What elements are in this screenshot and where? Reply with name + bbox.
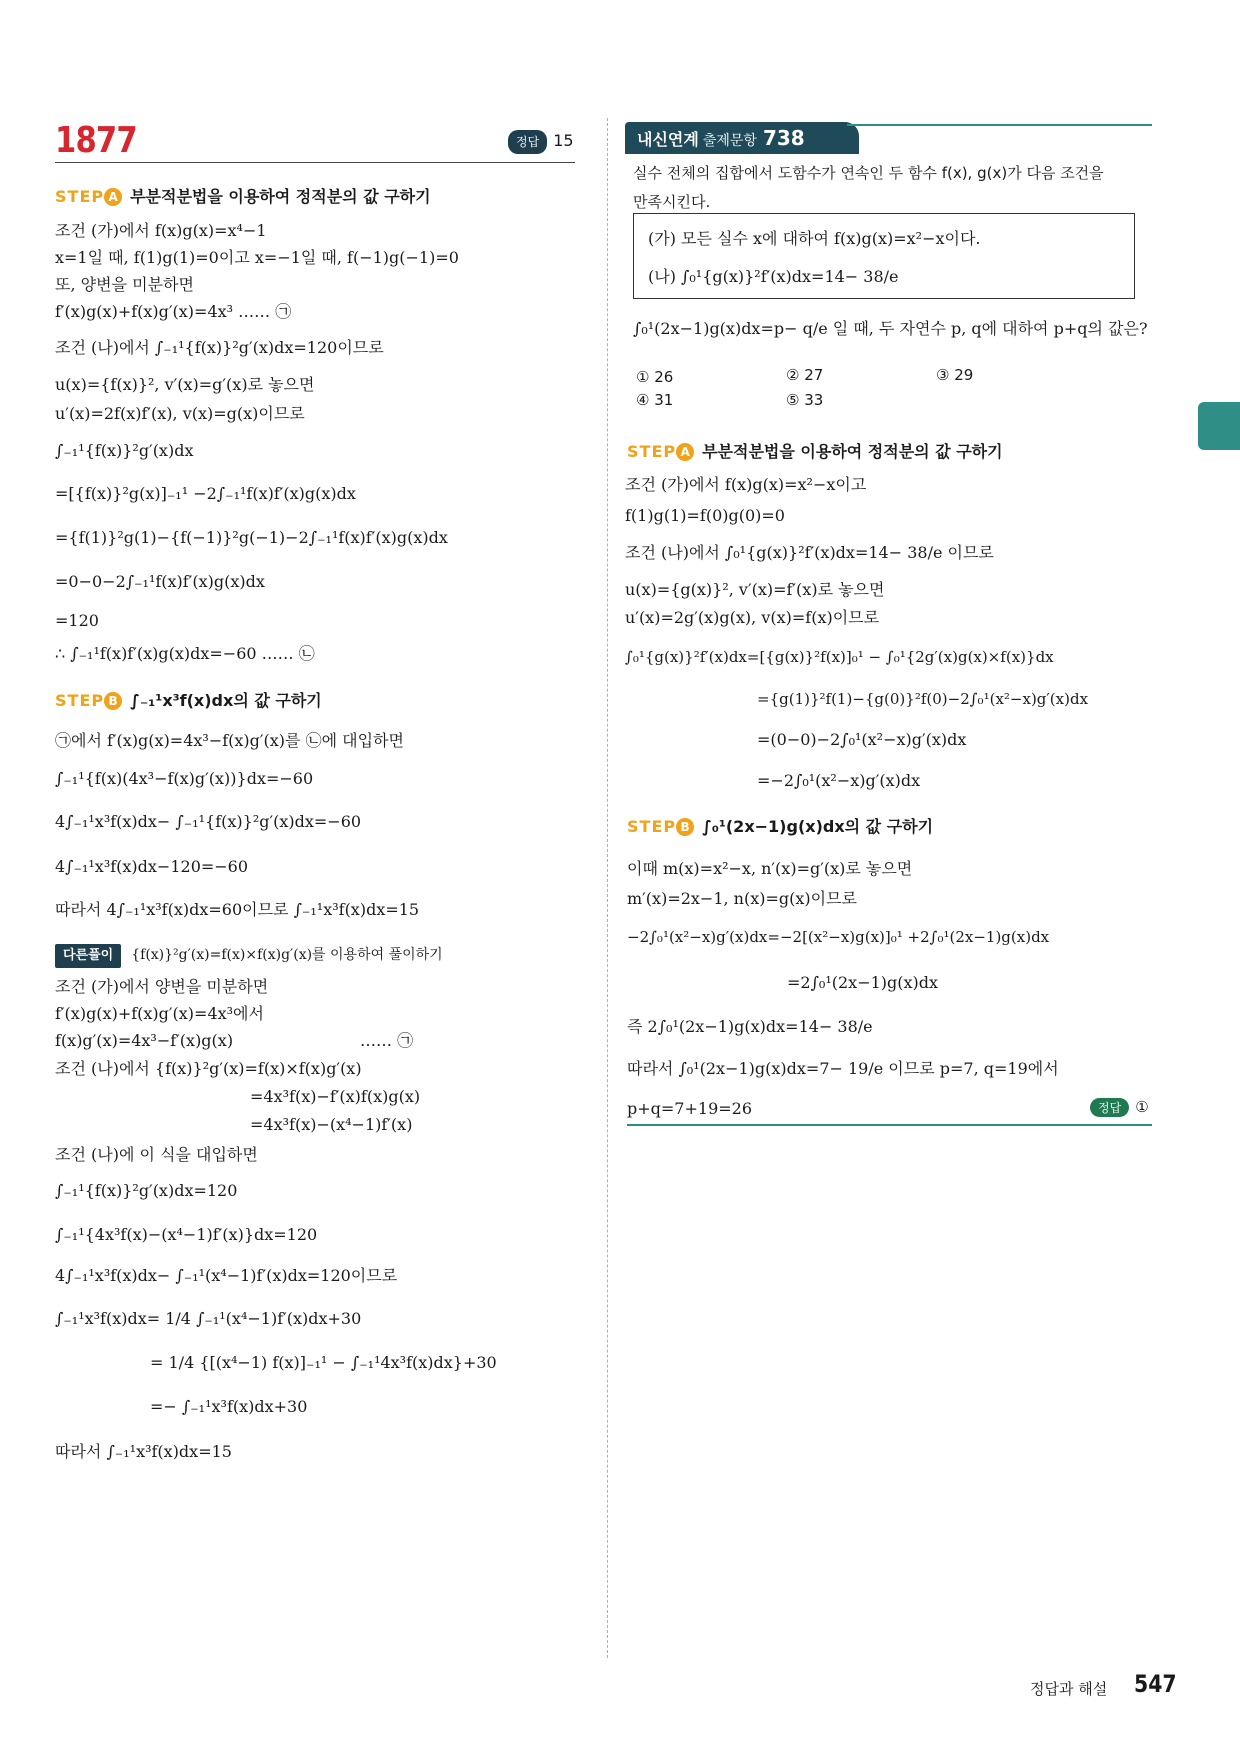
solution-line: =(0−0)−2∫₀¹(x²−x)g′(x)dx	[757, 730, 967, 749]
banner-number: 738	[762, 126, 805, 150]
step-title: 부분적분법을 이용하여 정적분의 값 구하기	[702, 442, 1003, 461]
solution-line: =0−0−2∫₋₁¹f(x)f′(x)g(x)dx	[55, 572, 265, 591]
banner-rule	[847, 124, 1152, 126]
solution-line: =− ∫₋₁¹x³f(x)dx+30	[150, 1397, 308, 1416]
step-word: STEP	[55, 187, 105, 206]
solution-line: 따라서 ∫₀¹(2x−1)g(x)dx=7− 19/e 이므로 p=7, q=19에서	[627, 1059, 1059, 1078]
solution-line: u(x)={f(x)}², v′(x)=g′(x)로 놓으면	[55, 375, 315, 394]
step-badge: A	[676, 443, 694, 461]
step-badge: B	[104, 692, 122, 710]
solution-line: 따라서 4∫₋₁¹x³f(x)dx=60이므로 ∫₋₁¹x³f(x)dx=15	[55, 900, 420, 919]
step-word: STEP	[627, 442, 677, 461]
step-title: ∫₋₁¹x³f(x)dx의 값 구하기	[130, 691, 322, 710]
final-answer	[1090, 1098, 1149, 1117]
solution-line: f′(x)g(x)+f(x)g′(x)=4x³에서	[55, 1004, 264, 1023]
choice-3[interactable]: ③ 29	[936, 366, 974, 384]
solution-line: 4∫₋₁¹x³f(x)dx− ∫₋₁¹{f(x)}²g′(x)dx=−60	[55, 812, 362, 831]
solution-line: f(x)g′(x)=4x³−f′(x)g(x)	[55, 1031, 234, 1050]
solution-line: =4x³f(x)−f′(x)f(x)g(x)	[250, 1087, 421, 1106]
condition-na: (나) ∫₀¹{g(x)}²f′(x)dx=14− 38/e	[648, 267, 899, 286]
solution-line: m′(x)=2x−1, n(x)=g(x)이므로	[627, 889, 858, 908]
final-answer-label: 정답	[1090, 1098, 1129, 1117]
page-number: 547	[1134, 1670, 1177, 1698]
footer-label: 정답과 해설	[1030, 1680, 1108, 1698]
solution-line: 조건 (나)에서 {f(x)}²g′(x)=f(x)×f(x)g′(x)	[55, 1059, 362, 1078]
choice-2[interactable]: ② 27	[786, 366, 824, 384]
choice-4[interactable]: ④ 31	[636, 391, 674, 409]
solution-line: f′(x)g(x)+f(x)g′(x)=4x³ …… ㉠	[55, 302, 292, 321]
choice-1[interactable]: ① 26	[636, 368, 674, 386]
step-badge: A	[104, 188, 122, 206]
solution-line: 즉 2∫₀¹(2x−1)g(x)dx=14− 38/e	[627, 1017, 873, 1036]
alt-solution-badge: 다른풀이	[55, 944, 121, 968]
question-line: 만족시킨다.	[633, 193, 711, 211]
solution-line: =−2∫₀¹(x²−x)g′(x)dx	[757, 771, 921, 790]
step-title: ∫₀¹(2x−1)g(x)dx의 값 구하기	[702, 817, 934, 836]
solution-line: =[{f(x)}²g(x)]₋₁¹ −2∫₋₁¹f(x)f′(x)g(x)dx	[55, 484, 356, 503]
choice-5[interactable]: ⑤ 33	[786, 391, 824, 409]
right-stepB-heading	[627, 816, 933, 838]
solution-line: −2∫₀¹(x²−x)g′(x)dx=−2[(x²−x)g(x)]₀¹ +2∫₀¹(2x−1)g(x)dx	[627, 928, 1050, 946]
solution-line: 4∫₋₁¹x³f(x)dx−120=−60	[55, 857, 249, 876]
header-rule	[55, 162, 575, 163]
final-answer-value: ①	[1135, 1098, 1149, 1116]
problem-number: 1877	[55, 120, 137, 161]
solution-line: 또, 양변을 미분하면	[55, 275, 194, 294]
solution-line: ∫₋₁¹{f(x)}²g′(x)dx=120	[55, 1181, 238, 1200]
alt-solution-heading	[55, 944, 443, 968]
column-divider	[607, 118, 608, 1658]
condition-ga: (가) 모든 실수 x에 대하여 f(x)g(x)=x²−x이다.	[648, 229, 981, 248]
solution-line: 조건 (나)에 이 식을 대입하면	[55, 1145, 258, 1164]
left-stepB-heading	[55, 690, 322, 712]
solution-line: =120	[55, 611, 99, 630]
solution-line: ∫₋₁¹{f(x)(4x³−f(x)g′(x))}dx=−60	[55, 769, 314, 788]
section-end-rule	[627, 1124, 1152, 1126]
solution-line: ∫₀¹{g(x)}²f′(x)dx=[{g(x)}²f(x)]₀¹ − ∫₀¹{2g′(x)g(x)×f(x)}dx	[625, 648, 1054, 666]
answer-label: 정답	[508, 130, 547, 154]
solution-line: …… ㉠	[360, 1031, 414, 1050]
step-word: STEP	[627, 817, 677, 836]
step-title: 부분적분법을 이용하여 정적분의 값 구하기	[130, 187, 431, 206]
solution-line: = 1/4 {[(x⁴−1) f(x)]₋₁¹ − ∫₋₁¹4x³f(x)dx}+30	[150, 1353, 497, 1372]
answer-indicator	[508, 130, 574, 154]
banner-subtitle: 출제문항	[702, 133, 757, 149]
step-badge: B	[676, 818, 694, 836]
question-tail: ∫₀¹(2x−1)g(x)dx=p− q/e 일 때, 두 자연수 p, q에 대하여 p+q의 값은?	[633, 319, 1148, 338]
solution-line: ={g(1)}²f(1)−{g(0)}²f(0)−2∫₀¹(x²−x)g′(x)dx	[757, 690, 1089, 708]
solution-line: 조건 (가)에서 f(x)g(x)=x²−x이고	[625, 475, 867, 494]
solution-line: f(1)g(1)=f(0)g(0)=0	[625, 506, 785, 525]
question-line: 실수 전체의 집합에서 도함수가 연속인 두 함수 f(x), g(x)가 다음 조건을	[633, 164, 1104, 182]
solution-line: x=1일 때, f(1)g(1)=0이고 x=−1일 때, f(−1)g(−1)=0	[55, 248, 459, 267]
solution-line: ㉠에서 f′(x)g(x)=4x³−f(x)g′(x)를 ㉡에 대입하면	[55, 731, 404, 750]
solution-line: ∫₋₁¹{4x³f(x)−(x⁴−1)f′(x)}dx=120	[55, 1225, 318, 1244]
solution-line: 이때 m(x)=x²−x, n′(x)=g′(x)로 놓으면	[627, 859, 913, 878]
solution-line: 조건 (가)에서 f(x)g(x)=x⁴−1	[55, 221, 267, 240]
answer-value: 15	[553, 131, 574, 150]
alt-solution-title: {f(x)}²g′(x)=f(x)×f(x)g′(x)를 이용하여 풀이하기	[131, 947, 443, 963]
solution-line: u′(x)=2f(x)f′(x), v(x)=g(x)이므로	[55, 404, 305, 423]
solution-line: =4x³f(x)−(x⁴−1)f′(x)	[250, 1115, 413, 1134]
related-problem-banner	[625, 122, 859, 154]
solution-line: 조건 (가)에서 양변을 미분하면	[55, 977, 269, 996]
solution-line: =2∫₀¹(2x−1)g(x)dx	[787, 973, 939, 992]
right-stepA-heading	[627, 441, 1003, 463]
solution-line: u′(x)=2g′(x)g(x), v(x)=f(x)이므로	[625, 608, 880, 627]
solution-line: ∫₋₁¹x³f(x)dx= 1/4 ∫₋₁¹(x⁴−1)f′(x)dx+30	[55, 1309, 362, 1328]
solution-line: 조건 (나)에서 ∫₀¹{g(x)}²f′(x)dx=14− 38/e 이므로	[625, 543, 994, 562]
step-word: STEP	[55, 691, 105, 710]
solution-line: 조건 (나)에서 ∫₋₁¹{f(x)}²g′(x)dx=120이므로	[55, 338, 384, 357]
solution-line: ∫₋₁¹{f(x)}²g′(x)dx	[55, 441, 194, 460]
solution-line: ∴ ∫₋₁¹f(x)f′(x)g(x)dx=−60 …… ㉡	[55, 644, 315, 663]
solution-line: ={f(1)}²g(1)−{f(−1)}²g(−1)−2∫₋₁¹f(x)f′(x)g(x)dx	[55, 528, 448, 547]
solution-line: u(x)={g(x)}², v′(x)=f′(x)로 놓으면	[625, 580, 885, 599]
solution-line: p+q=7+19=26	[627, 1099, 753, 1118]
left-stepA-heading	[55, 186, 431, 208]
solution-line: 4∫₋₁¹x³f(x)dx− ∫₋₁¹(x⁴−1)f′(x)dx=120이므로	[55, 1266, 398, 1285]
chapter-tab	[1198, 402, 1240, 450]
banner-title: 내신연계	[637, 130, 699, 149]
solution-line: 따라서 ∫₋₁¹x³f(x)dx=15	[55, 1442, 232, 1461]
